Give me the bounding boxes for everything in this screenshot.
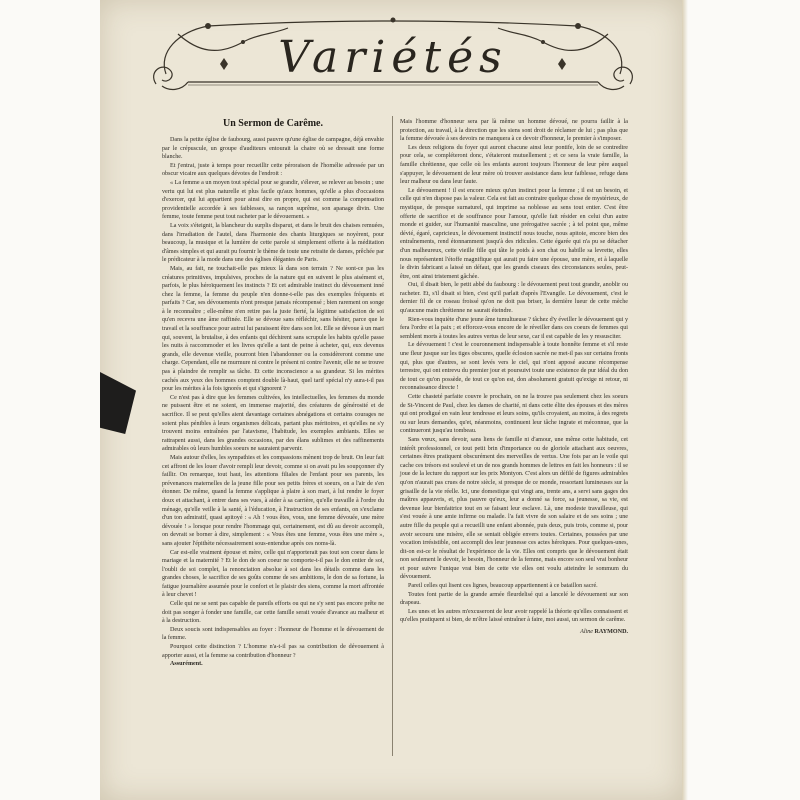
section-title: Variétés (278, 32, 508, 83)
paragraph: Les unes et les autres m'excuseront de leur avoir rappelé la théorie qu'elles connaissent et qu'elles pratiquent si bien, de m'être laissé entraîner à faire, moi aussi, un sermon de carême. (400, 608, 628, 624)
signature (400, 628, 628, 637)
paragraph: Dans la petite église de faubourg, aussi pauvre qu'une église de campagne, déjà envahie par le crépuscule, un groupe d'auditeurs entourait la chaire où se dressait une forme blanche. (162, 137, 384, 161)
paragraph: Celle qui ne se sent pas capable de pareils efforts ou qui ne s'y sent pas encore prête ne doit pas songer à fonder une famille, car cette famille serait vouée d'avance au malheur et à la destruction. (162, 601, 384, 625)
closing-line: Assurément. (170, 661, 203, 668)
header-banner (148, 12, 638, 100)
paragraph: Le dévouement ! il est encore mieux qu'un instinct pour la femme ; il est un besoin, et celle qui n'en dispose pas la valeur. Cela est fait au contraire quelque chose de mystérieux, de mystique, de presque surnaturel, qui imprime sa noblesse au sens tout entier. C'est être offerte de sacrifice et de souffrance pour l'amour, qu'elle fait résider en celui d'un autre monde et guider, sur l'humanité masculine, une prérogative sacrée ; à tel point que, même dévié, égaré, capricieux, le dévouement instinctif nous touche, nous apitoie, encore bien des entraînements, rend étonnamment jusqu'à des ridicules. Cette égarée qui n'a pu se détacher d'un malheureux, cette vieille fille qui tâte le poids à son chat ou habille sa levrette, elles nous représentent l'étoffe magnifique qui aurait pu faire une épouse, une mère, et à laquelle le divin fabricant a laissé un défaut, que les grands ciseaux des circonstances seules, peut-être, ont ainsi tristement gâchée. (400, 187, 628, 280)
paragraph: Pareil celles qui lisent ces lignes, beaucoup appartiennent à ce bataillon sacré. (408, 583, 598, 590)
article-title: Un Sermon de Carême. (223, 118, 323, 129)
author-last-name: RAYMOND. (594, 629, 628, 636)
article-left-column (162, 118, 384, 669)
paragraph: « La femme a un moyen tout spécial pour se grandir, s'élever, se relever au besoin ; une vertu qui lui est plus naturelle et plus facile qu'aux hommes, qu'elle a plus d'occasions d'exercer, qui lui appartient pour ainsi dire en propre, qui est comme la compensation providentielle accordée à ses faiblesses, sa rançon suprême, son apanage divin. Une femme, toute femme peut tout racheter par le dévouement. » (162, 179, 384, 221)
paragraph: Oui, il disait bien, le petit abbé du faubourg : le dévouement peut tout grandir, anoblir ou racheter. Et, s'il disait si bien, c'est qu'il parlait d'après l'Evangile. Le dévouement, c'est le dernier fil de ce roseau froissé qu'on ne doit pas briser, la dernière lueur de cette mèche qu'aucune main chrétienne ne saurait éteindre. (400, 282, 628, 315)
paragraph: Deux soucis sont indispensables au foyer : l'honneur de l'homme et le dévouement de la femme. (162, 626, 384, 642)
paragraph: Rien-vous inquiète d'une jeune âme tumultueuse ? tâchez d'y éveiller le dévouement qui y fera l'ordre et la paix ; et efforcez-vous encore de le réveiller dans ces coeurs de femmes qui semblent morts à toutes les autres vertus de leur sexe, car il est capable de les y ressusciter. (400, 316, 628, 340)
paragraph: La voix s'éteignit, la blancheur du surplis disparut, et dans le bruit des chaises remuées, dans l'irradiation de l'autel, dans l'harmonie des chants liturgiques se noyèrent, pour beaucoup, la musique et la lumière de cette parole si simplement offerte à la méditation d'âmes simples et qui aurait pu fournir le thème de toute une retraite de dames, prêchée par le prédicateur à la mode dans une des églises élégantes de Paris. (162, 222, 384, 264)
paragraph: Mais autour d'elles, les sympathies et les compassions mènent trop de bruit. On leur fait cet affront de les louer d'avoir rempli leur devoir, comme si on avait pu les soupçonner d'y faillir. On remarque, tout haut, les attentions filiales de l'enfant pour ses parents, les prévenances maternelles de la jeune fille pour ses petits frères et soeurs, on a l'air de s'en étonner. De même, quand la femme s'applique à plaire à son mari, à lui rendre le foyer doux et attachant, à entrer dans ses vues, à aider à sa carrière, qu'elle travaille à l'ordre du ménage, qu'elle veille à la santé, à l'éducation, à l'instruction de ses enfants, on s'exclame d'un ton admiratif, quasi apitoyé : « Ah ! vous êtes, vous, une femme dévouée, une mère dévouée ! » lorsque pour rendre l'hommage qui, certainement, est dû au devoir accompli, on devrait se borner à dire, simplement : « Vous êtes une femme, vous êtes une mère », sans ajouter l'épithète nécessairement sous-entendue après ces noms-là. (162, 454, 384, 547)
paragraph: Les deux religions du foyer qui auront chacune ainsi leur pontife, loin de se contredire pour cela, se compléteront donc, s'étaieront mutuellement ; et ce sera la vraie famille, la famille chrétienne, que celle où les enfants auront toujours l'honneur de leur père auquel s'appuyer, le dévouement de leur mère où trouver assistance dans leur faiblesse, refuge dans leur malheur ou dans leur faute. (400, 144, 628, 186)
paragraph: Car est-elle vraiment épouse et mère, celle qui n'apporterait pas tout son coeur dans le mariage et la maternité ? Et le don de son coeur ne comporte-t-il pas le don entier de soi, l'oubli de soi complet, la renonciation absolue à soi dans les détails comme dans les grandes choses, le sacrifice de ses goûts comme de ses ambitions, le don de sa fortune, la fatigue journalière assumée pour le confort et le plaisir des siens, comme la mort affrontée à leur chevet ! (162, 549, 384, 599)
paragraph: Toutes font partie de la grande armée fleurdelisé qui a lancelé le dévouement sur son drapeau. (400, 591, 628, 607)
paragraph: Ce n'est pas à dire que les femmes cultivées, les intellectuelles, les femmes du monde ne puissent être et ne soient, en immense majorité, des créatures de générosité et de sacrifice. Il se peut qu'elles aient davantage certaines abnégations et certains courages ne soient plus pénibles à leurs organismes délicats, partant plus méritoires, et qu'elles ne s'y trouvent moins entraînées par l'atavisme, l'habitude, les exemples ambiants. Elles se rattrapent aussi, dans les grandes occasions, par des élans sublimes et des raffinements admirables où leurs humbles soeurs ne sauraient parvenir. (162, 394, 384, 453)
paragraph: Pourquoi cette distinction ? L'homme n'a-t-il pas sa contribution de dévouement à apporter aussi, et la femme sa contribution d'honneur ? (162, 644, 384, 659)
paragraph: Et j'entrai, juste à temps pour recueillir cette péroraison de l'homélie adressée par un obscur vicaire aux quelques dévotes de l'endroit : (162, 162, 384, 178)
paragraph: Cette chasteté parfaite couvre le prochain, on ne la trouve pas seulement chez les soeurs de St-Vincent de Paul, chez les dames de charité, ni dans cette élite des épouses et des mères qui ont prodigué en vain leur tendresse et leurs soins, qu'ils croyaient, au moins, à des regrets ou sur leurs demandes, qu'et, néanmoins, continuent leur tâche ingrate et méconnue, que la continueront jusqu'au tombeau. (400, 394, 628, 435)
author-first-name: Aline (580, 629, 593, 636)
paragraph: Sans vœux, sans devoir, sans liens de famille ni d'amour, une même cette habitude, cet intérêt professionnel, ce tout petit brin d'importance ou de gloriole attachant aux oeuvres, certaines êtres pratiquent obscurément des merveilles de vertus. Une fois par an le voile qui cache ces trésors est soulevé et un de nos grands hommes de lettres en fait les honneurs : il se joue de la lecture du rapport sur les prix Montyon. C'est alors un défilé de figures admirables qu'on n'aurait pas crues de notre siècle, si presque de ce monde, ressortant lumineuses sur la grisaille de la vie réelle. Ici, une domestique qui vingt ans, trente ans, a servi sans gages des maîtres appauvris, et, plus pauvre qu'eux, leur a donné sa force, sa jeunesse, sa vie, est devenue leur bienfaitrice tout en se faisant leur esclave. Là, une modeste travailleuse, qui s'est vouée à une amie infirme ou malade. l'a fait vivre de son salaire et de ses soins ; une autre fille du peuple qui a recueilli une enfant abonnée, puis deux, puis trois, comme si, pour avoir secouru une misère, elle se sentait obligée envers toutes. Certaines, poussées par une vocation irrésistible, ont accompli des leur jeunesse ces actes héroïques. Pour quelques-unes, dit-on est-ce le résultat de l'expérience de la vie. Elles ont compris que le dévouement était non seulement le devoir, le besoin, l'honneur de la femme, mais encore son seul vrai bonheur et pour suivre l'unique vrai bien de cette vie elles ont voulu atteindre le sommum du dévouement. (400, 436, 628, 581)
article-right-column (400, 118, 628, 637)
paragraph: Mais l'homme d'honneur sera par là même un homme dévoué, ne pourra faillir à la protection, au travail, à la direction que les siens sont droit de réclamer de lui ; pas plus que la femme dévouée à ses devoirs ne manquera à ce devoir d'honneur, le premier à s'imposer. (400, 119, 628, 143)
page-edge-shadow (682, 0, 688, 800)
column-divider (392, 116, 393, 756)
paragraph: Le dévouement ! c'est le couronnement indispensable à toute honnête femme et s'il reste une fleur jusque sur les tiges obscures, quelle éclosion sacrée ne met-il pas sur certains fronts qui, plus que d'autres, se sont levés vers le ciel, qui n'ont apposé aucune récompense terrestre, qui ont entrevu du premier jour et poursuivi toute une existence de pur idéal du don de tout ce qu'on possède, de tout ce qu'on est, don absolument gratuit qu'exige ni retour, ni reconnaissance directe ! (400, 342, 628, 392)
paragraph: Mais, au fait, ne touchait-elle pas mieux là dans son terrain ? Ne sont-ce pas les créatures primitives, impulsives, proches de la nature qui en suivent le plus aisément et, parfois, le plus héroïquement les instincts ? Et cet admirable instinct du dévouement inné chez la femme, la femme du peuple n'en donne-t-elle pas des exemples fréquents et parfaits ? Car, ses dévouements n'ont presque jamais récompensé ; bien rarement on songe à le reconnaître ; elle-même n'en retire pas la juste fierté, la légitime satisfaction de soi qu'en recevra une âme raffinée. Elle se dévoue sans réfléchir, sans hésiter, parce que le travail et la souffrance pour autrui lui paraissent être dans son lot. Elle se dévoue à un mari qui, souvent, la brutalise, à des enfants qui déchirent sans scrupule les habits qu'elle passe les nuits à raccommoder et les livres qu'elle a tant de peine à acheter, qui, eux devenus grands, elle devenue vieille, pourront bien l'abandonner ou la considèreront comme une charge. Cependant, elle ne murmure ni contre le présent ni contre l'avenir, elle ne se trouve pas à plaindre de remplir sa tâche. Et cette inconscience a sa grandeur. Si les mérites cachés aux yeux des hommes comptent double là-haut, quel tarif spécial n'y aura-t-il pas pour les mérites à la fois ignorés et qui s'ignorent ? (162, 265, 384, 393)
